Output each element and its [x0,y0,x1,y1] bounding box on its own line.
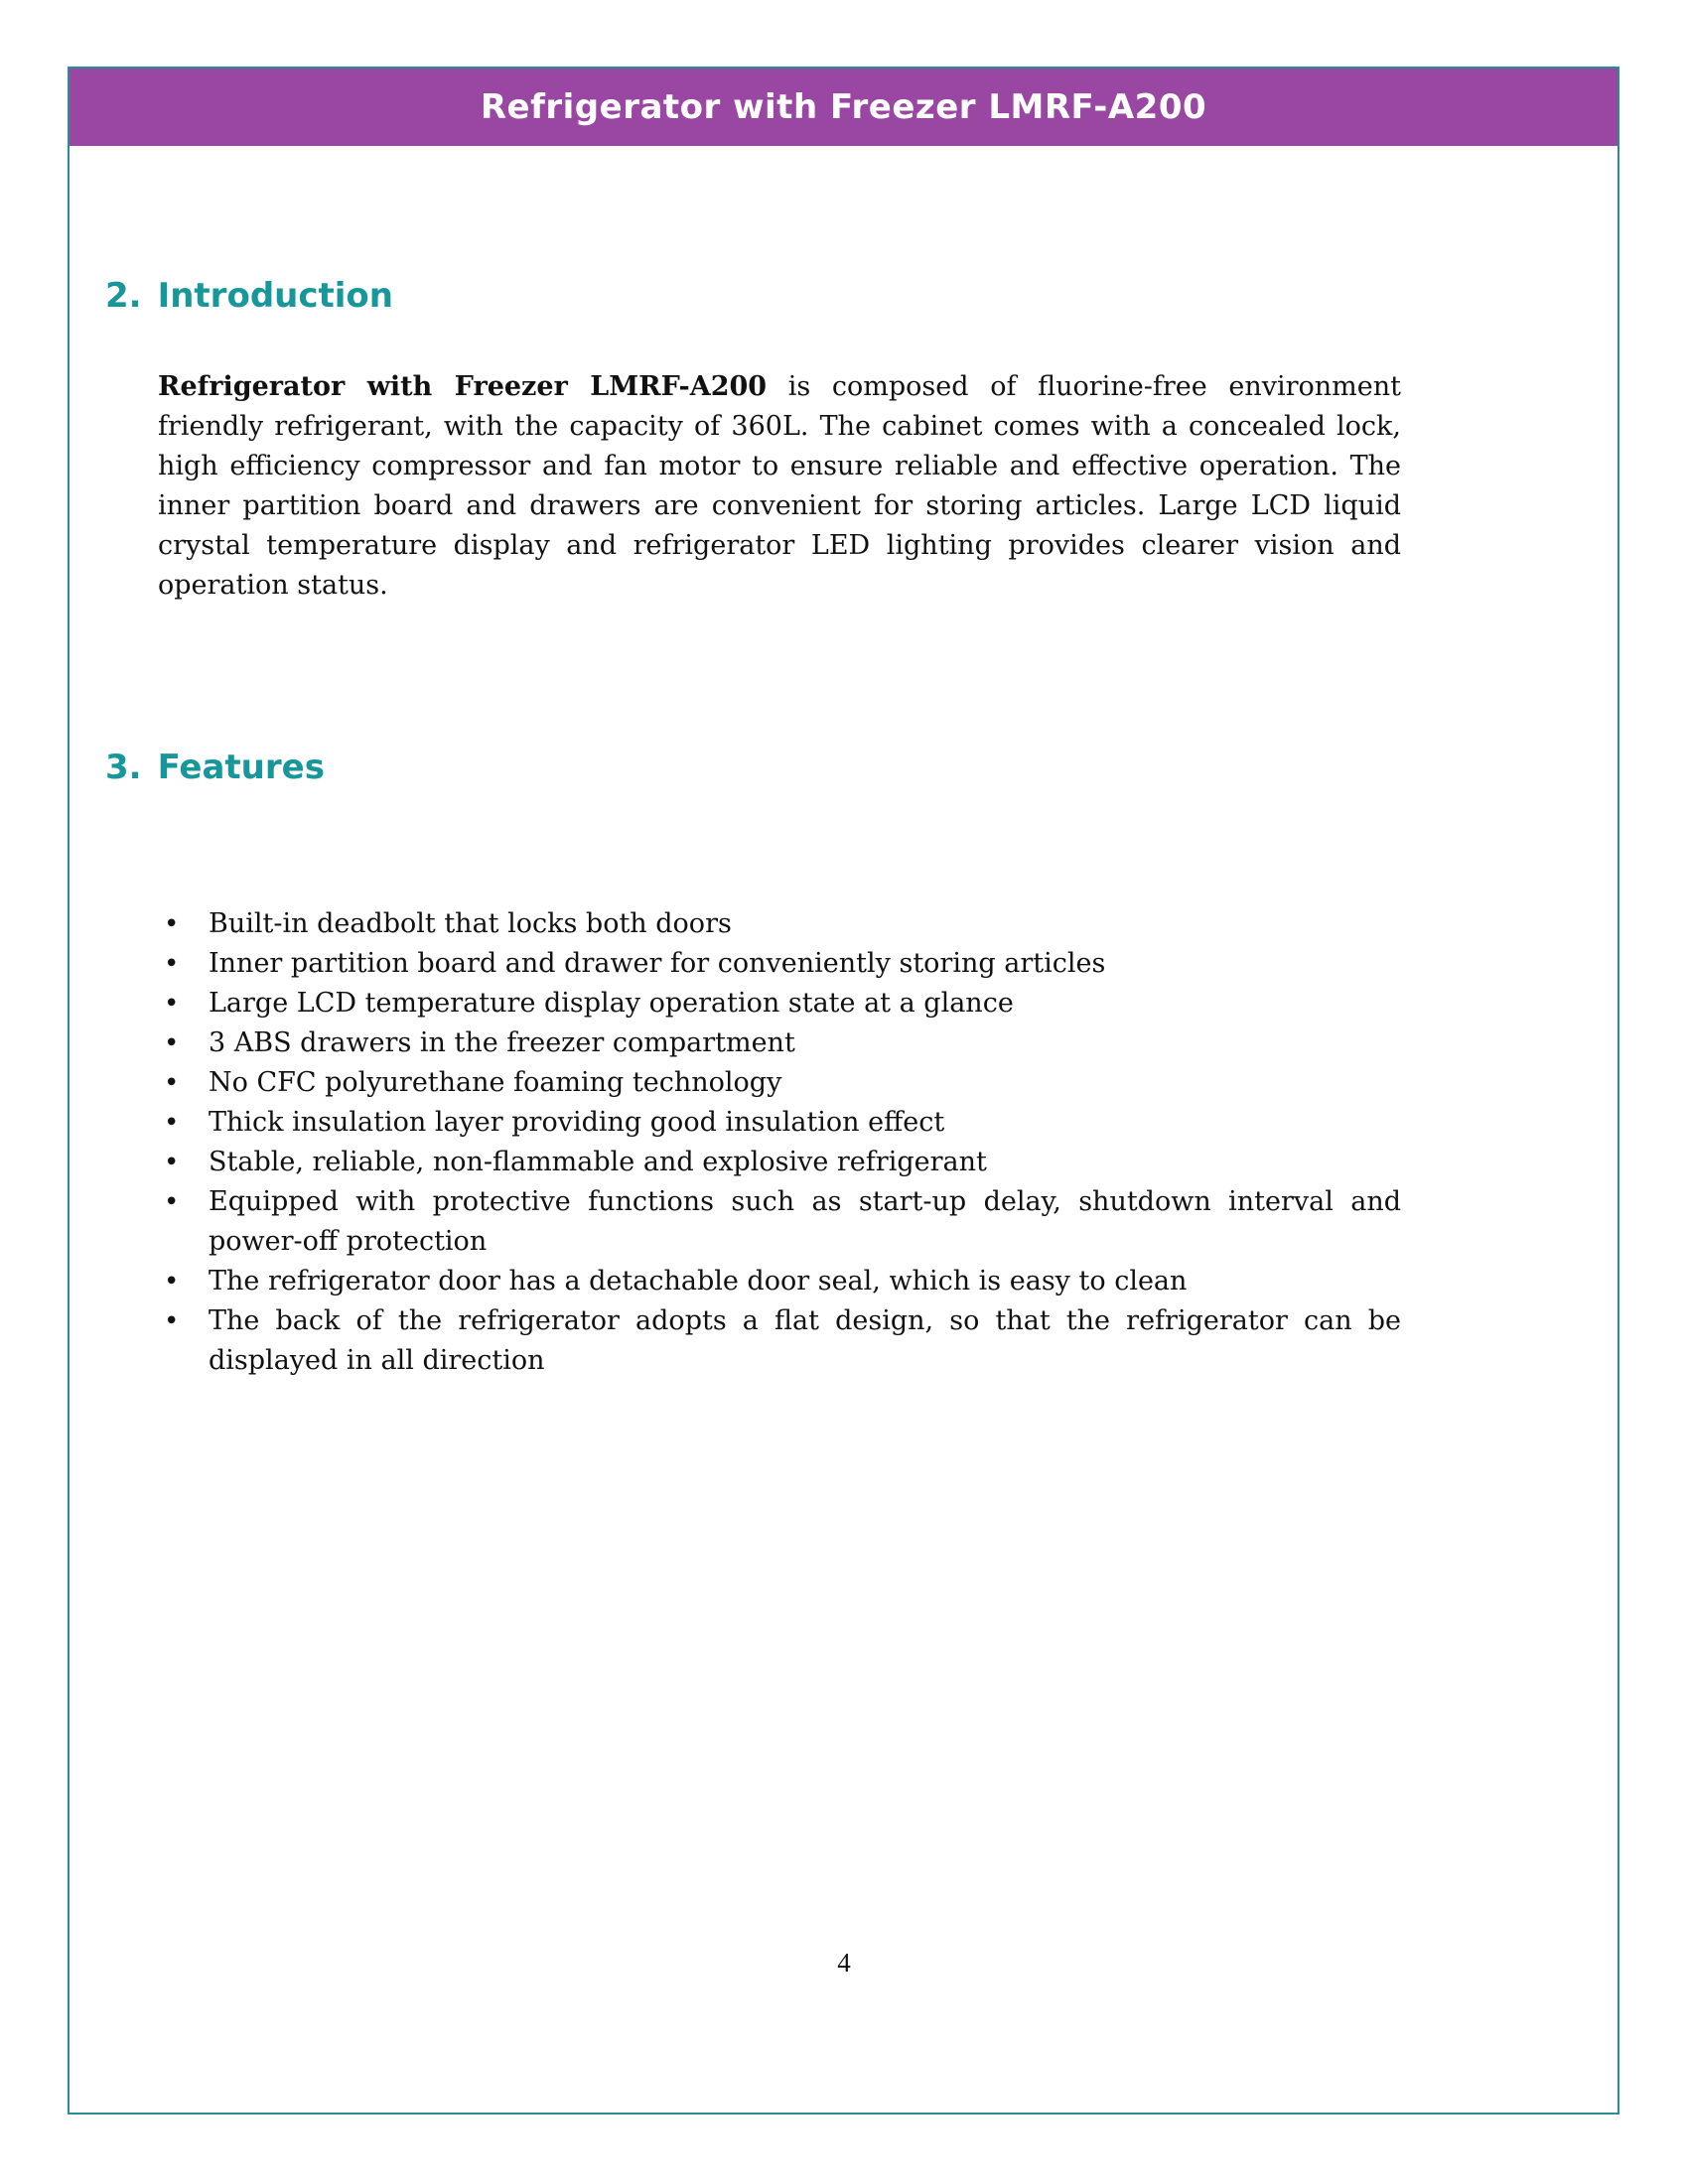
feature-text: Equipped with protective functions such as start-up delay, shutdown interval and power-off protection [209,1186,1401,1257]
feature-text: Large LCD temperature display operation state at a glance [209,988,1014,1019]
feature-text: No CFC polyurethane foaming technology [209,1067,782,1098]
introduction-lead: Refrigerator with Freezer LMRF-A200 [158,371,768,402]
introduction-paragraph [158,367,1401,606]
feature-text: The refrigerator door has a detachable door seal, which is easy to clean [209,1266,1188,1297]
bullet-icon: • [164,1187,180,1217]
features-title: Features [157,748,325,787]
list-item [158,1024,1401,1063]
features-number: 3. [105,748,142,787]
introduction-body: is composed of fluorine-free environment friendly refrigerant, with the capacity of 360L. The cabinet comes with a concealed lock, high efficiency compressor and fan motor to ensure reliable and effective operation. The inner partition board and drawers are convenient for storing articles. Large LCD liquid crystal temperature display and refrigerator LED lighting provides clearer vision and operation status. [158,371,1401,601]
list-item [158,1143,1401,1182]
introduction-heading [105,276,393,316]
feature-text: Built-in deadbolt that locks both doors [209,908,732,939]
page-number: 4 [837,1948,851,1978]
feature-text: The back of the refrigerator adopts a flat design, so that the refrigerator can be displayed in all direction [209,1305,1401,1376]
feature-text: Inner partition board and drawer for conveniently storing articles [209,948,1106,979]
bullet-icon: • [164,1148,180,1177]
bullet-icon: • [164,1306,180,1336]
list-item [158,1301,1401,1381]
bullet-icon: • [164,1028,180,1058]
bullet-icon: • [164,949,180,979]
feature-text: Thick insulation layer providing good insulation effect [209,1107,945,1138]
bullet-icon: • [164,1267,180,1297]
list-item [158,944,1401,984]
list-item [158,984,1401,1024]
list-item [158,1182,1401,1262]
introduction-title: Introduction [157,276,393,316]
bullet-icon: • [164,989,180,1019]
feature-text: Stable, reliable, non-flammable and explosive refrigerant [209,1147,987,1177]
list-item [158,1262,1401,1301]
introduction-number: 2. [105,276,142,316]
features-list [158,904,1401,1381]
feature-text: 3 ABS drawers in the freezer compartment [209,1027,795,1058]
document-header [70,68,1618,146]
features-heading [105,748,325,787]
document-title: Refrigerator with Freezer LMRF-A200 [480,87,1207,127]
list-item [158,904,1401,944]
bullet-icon: • [164,909,180,939]
list-item [158,1103,1401,1143]
bullet-icon: • [164,1108,180,1138]
bullet-icon: • [164,1068,180,1098]
list-item [158,1063,1401,1103]
